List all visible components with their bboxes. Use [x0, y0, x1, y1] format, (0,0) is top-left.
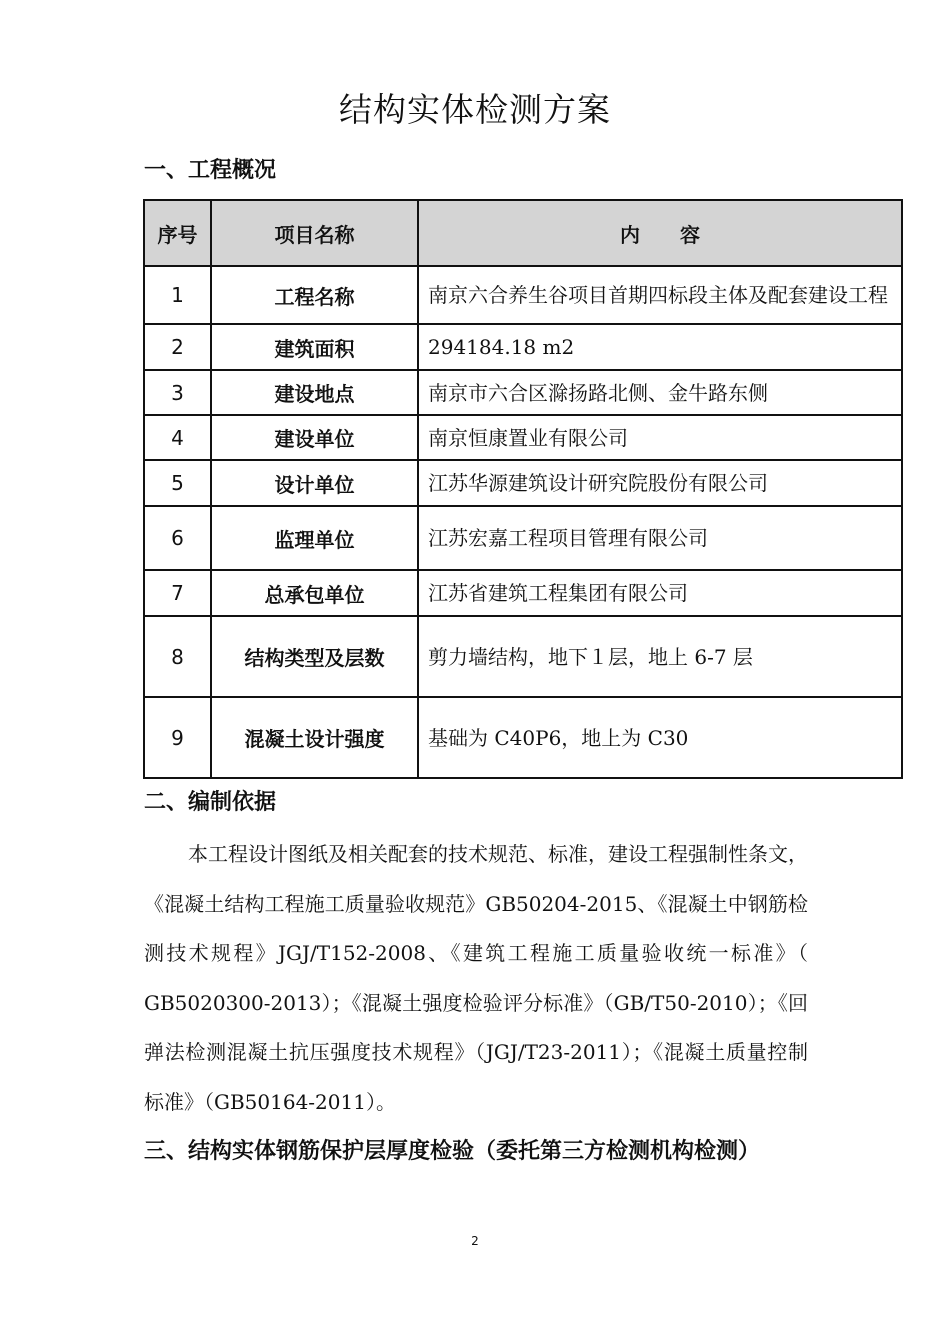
table-row	[144, 506, 902, 570]
table-row	[144, 324, 902, 370]
header-name: 项目名称	[211, 200, 418, 266]
row-name: 建筑面积	[211, 324, 418, 370]
row-name: 监理单位	[211, 506, 418, 570]
header-no: 序号	[144, 200, 211, 266]
table-row	[144, 370, 902, 415]
row-no: 7	[144, 570, 211, 616]
row-no: 3	[144, 370, 211, 415]
table-row	[144, 697, 902, 778]
table-header-row	[144, 200, 902, 266]
page-number: 2	[471, 1234, 479, 1248]
row-value: 基础为 C40P6，地上为 C30	[418, 697, 902, 778]
row-value: 294184.18 m2	[418, 324, 902, 370]
row-value: 南京市六合区滁扬路北侧、金牛路东侧	[418, 370, 902, 415]
row-name: 建设单位	[211, 415, 418, 460]
table-row	[144, 460, 902, 506]
row-name: 混凝土设计强度	[211, 697, 418, 778]
row-name: 总承包单位	[211, 570, 418, 616]
row-name: 结构类型及层数	[211, 616, 418, 697]
row-name: 工程名称	[211, 266, 418, 324]
row-no: 5	[144, 460, 211, 506]
table-row	[144, 616, 902, 697]
section-heading-overview: 一、工程概况	[144, 158, 277, 183]
row-no: 9	[144, 697, 211, 778]
row-value: 南京六合养生谷项目首期四标段主体及配套建设工程	[418, 266, 902, 324]
table-row	[144, 266, 902, 324]
row-value: 剪力墙结构，地下１层，地上 6-7 层	[418, 616, 902, 697]
row-value: 南京恒康置业有限公司	[418, 415, 902, 460]
table-row	[144, 415, 902, 460]
basis-paragraph: 本工程设计图纸及相关配套的技术规范、标准，建设工程强制性条文，《混凝土结构工程施工质量验收规范》GB50204-2015、《混凝土中钢筋检测技术规程》JGJ/T152-2008、《建筑工程施工质量验收统一标准》（ GB5020300-2013）；《混凝土强度检验评分标准》（GB/T50-2010）；《回弹法检测混凝土抗压强度技术规程》（JGJ/T23-2011）；《混凝土质量控制标准》（GB50164-2011）。	[144, 842, 808, 1114]
row-no: 2	[144, 324, 211, 370]
row-name: 设计单位	[211, 460, 418, 506]
row-value: 江苏宏嘉工程项目管理有限公司	[418, 506, 902, 570]
row-no: 1	[144, 266, 211, 324]
row-name: 建设地点	[211, 370, 418, 415]
header-content: 内 容	[418, 200, 902, 266]
row-no: 6	[144, 506, 211, 570]
project-info-table	[143, 199, 903, 779]
section-heading-inspection: 三、结构实体钢筋保护层厚度检验（委托第三方检测机构检测）	[144, 1139, 761, 1164]
row-value: 江苏省建筑工程集团有限公司	[418, 570, 902, 616]
table-row	[144, 570, 902, 616]
row-no: 4	[144, 415, 211, 460]
document-title: 结构实体检测方案	[339, 90, 611, 129]
row-no: 8	[144, 616, 211, 697]
section-heading-basis: 二、编制依据	[144, 790, 277, 815]
row-value: 江苏华源建筑设计研究院股份有限公司	[418, 460, 902, 506]
